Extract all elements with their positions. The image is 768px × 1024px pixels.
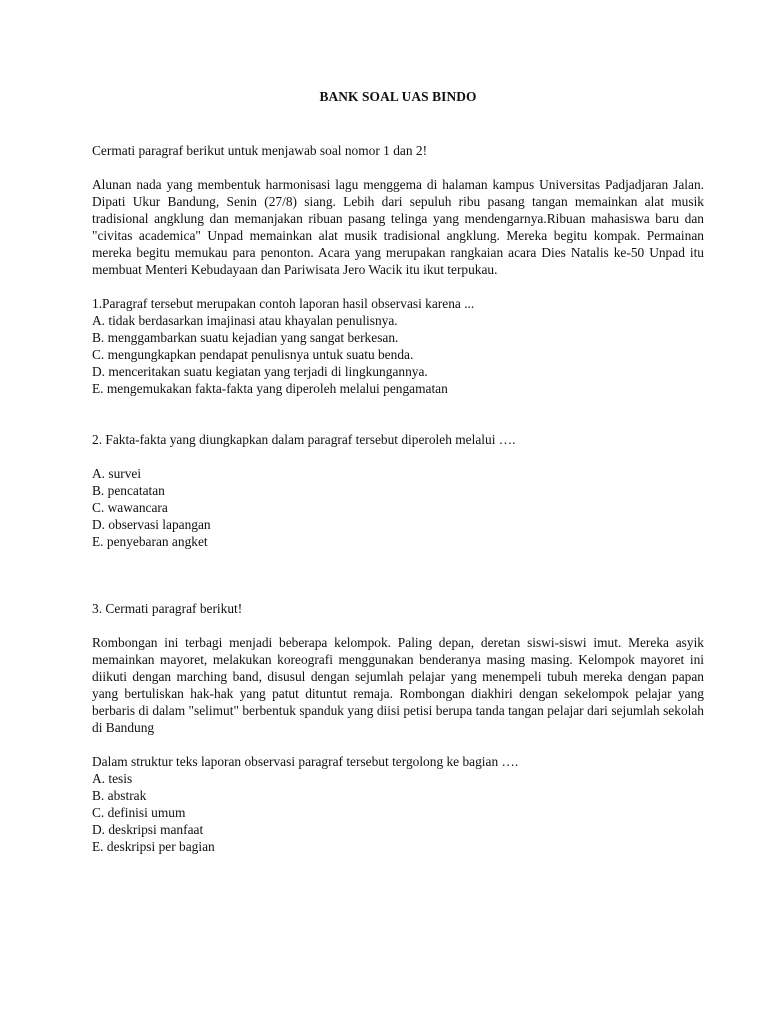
question-1-text: 1.Paragraf tersebut merupakan contoh laporan hasil observasi karena ...: [92, 296, 475, 311]
question-3-option-e: E. deskripsi per bagian: [92, 839, 215, 854]
question-3-option-a: A. tesis: [92, 771, 133, 786]
document-page: [92, 88, 704, 855]
question-2-option-b: B. pencatatan: [92, 483, 165, 498]
question-1-option-c: C. mengungkapkan pendapat penulisnya untuk suatu benda.: [92, 347, 414, 362]
question-3-option-c: C. definisi umum: [92, 805, 186, 820]
question-2-option-d: D. observasi lapangan: [92, 517, 211, 532]
question-2-option-c: C. wawancara: [92, 500, 168, 515]
document-title: BANK SOAL UAS BINDO: [319, 89, 477, 104]
question-2-option-e: E. penyebaran angket: [92, 534, 208, 549]
question-1: [92, 295, 704, 397]
question-1-option-b: B. menggambarkan suatu kejadian yang sangat berkesan.: [92, 330, 399, 345]
passage-2: Rombongan ini terbagi menjadi beberapa kelompok. Paling depan, deretan siswi-siswi imut. Mereka asyik memainkan mayoret, melakukan koreografi menggunakan benderanya masing masing. Kelompok mayoret ini diikuti dengan marching band, disusul dengan sejumlah pelajar yang menempeli tubuh mereka dengan papan yang bertuliskan hak-hak yang patut dituntut remaja. Rombongan diakhiri dengan sekelompok pelajar yang berbaris di dalam "selimut" berbentuk spanduk yang diisi petisi berupa tanda tangan pelajar dari sejumlah sekolah di Bandung: [92, 635, 704, 735]
question-3-option-d: D. deskripsi manfaat: [92, 822, 204, 837]
passage-1: Alunan nada yang membentuk harmonisasi lagu menggema di halaman kampus Universitas Padjadjaran Jalan. Dipati Ukur Bandung, Senin (27/8) siang. Lebih dari sepuluh ribu pasang tangan memainkan alat musik tradisional angklung dan memanjakan ribuan pasang telinga yang mendengarnya.Ribuan mahasiswa baru dan "civitas academica" Unpad memainkan alat musik tradisional angklung. Mereka begitu kompak. Permainan mereka begitu memukau para penonton. Acara yang merupakan rangkaian acara Dies Natalis ke-50 Unpad itu membuat Menteri Kebudayaan dan Pariwisata Jero Wacik itu ikut terpukau.: [92, 177, 704, 277]
question-3-option-b: B. abstrak: [92, 788, 147, 803]
intro-instruction: Cermati paragraf berikut untuk menjawab soal nomor 1 dan 2!: [92, 143, 428, 158]
question-2: [92, 431, 704, 550]
question-1-option-e: E. mengemukakan fakta-fakta yang diperoleh melalui pengamatan: [92, 381, 448, 396]
question-2-text: 2. Fakta-fakta yang diungkapkan dalam paragraf tersebut diperoleh melalui ….: [92, 432, 516, 447]
question-3-heading: 3. Cermati paragraf berikut!: [92, 601, 243, 616]
question-3-text: Dalam struktur teks laporan observasi paragraf tersebut tergolong ke bagian ….: [92, 754, 519, 769]
question-1-option-a: A. tidak berdasarkan imajinasi atau khayalan penulisnya.: [92, 313, 398, 328]
question-1-option-d: D. menceritakan suatu kegiatan yang terjadi di lingkungannya.: [92, 364, 428, 379]
question-3: [92, 600, 704, 855]
question-2-option-a: A. survei: [92, 466, 142, 481]
